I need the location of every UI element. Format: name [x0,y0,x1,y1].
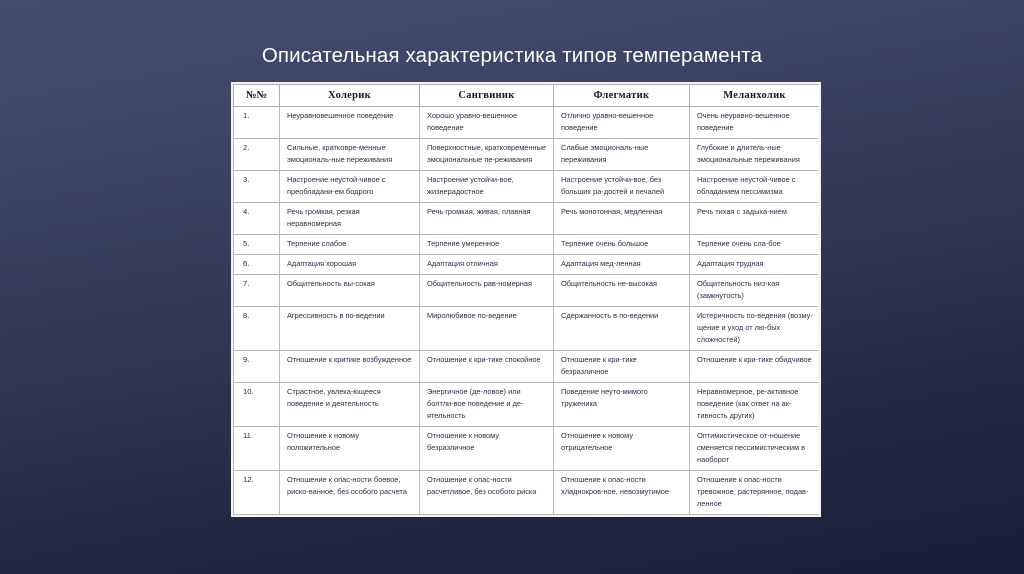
column-header-sangvinik: Сангвиник [420,85,554,107]
table-header [234,85,820,107]
row-number: 12. [234,471,280,515]
table-row [234,471,820,515]
cell-sangvinik: Речь громкая, живая, плавная [420,202,554,234]
cell-melanholik: Отношение к опас-ности тревожное, растерянное, подав-ленное [690,471,820,515]
cell-cholerik: Адаптация хорошая [280,255,420,275]
column-header-cholerik: Холерик [280,85,420,107]
table-row [234,275,820,307]
cell-flegmatik: Общительность не-высокая [554,275,690,307]
cell-flegmatik: Сдержанность в по-ведении [554,307,690,351]
cell-cholerik: Отношение к опас-ности боевое, риско-ванное, без особого расчета [280,471,420,515]
cell-cholerik: Агрессивность в по-ведении [280,307,420,351]
row-number: 1. [234,107,280,139]
table-row [234,307,820,351]
cell-flegmatik: Слабые эмоциональ-ные переживания [554,138,690,170]
cell-cholerik: Неуравновешенное поведение [280,107,420,139]
cell-melanholik: Адаптация трудная [690,255,820,275]
table-row [234,138,820,170]
cell-melanholik: Истеричность по-ведения (возму-щение и уход от лю-бых сложностей) [690,307,820,351]
cell-melanholik: Отношение к кри-тике обидчивое [690,351,820,383]
column-header-melanholik: Меланхолик [690,85,820,107]
cell-sangvinik: Энергичное (де-ловое) или болтли-вое поведение и де-ятельность [420,383,554,427]
column-header-flegmatik: Флегматик [554,85,690,107]
cell-cholerik: Общительность вы-сокая [280,275,420,307]
cell-sangvinik: Терпение умеренное [420,234,554,254]
cell-cholerik: Страстное, увлека-ющееся поведение и деятельность [280,383,420,427]
cell-flegmatik: Отношение к новому отрицательное [554,427,690,471]
cell-sangvinik: Отношение к опас-ности расчетливое, без особого риска [420,471,554,515]
cell-flegmatik: Терпение очень большое [554,234,690,254]
cell-sangvinik: Настроение устойчи-вое, жизнерадостное [420,170,554,202]
cell-melanholik: Очень неуравно-вешенное поведение [690,107,820,139]
table-row [234,107,820,139]
cell-melanholik: Терпение очень сла-бое [690,234,820,254]
cell-melanholik: Глубокие и длитель-ные эмоциональные переживания [690,138,820,170]
row-number: 3. [234,170,280,202]
cell-cholerik: Отношение к новому положительное [280,427,420,471]
table-row [234,255,820,275]
table-header-row [234,85,820,107]
cell-sangvinik: Отношение к кри-тике спокойное [420,351,554,383]
table-row [234,351,820,383]
temperament-table [233,84,820,515]
table-body [234,107,820,515]
cell-sangvinik: Отношение к новому безразличное [420,427,554,471]
cell-flegmatik: Адаптация мед-ленная [554,255,690,275]
row-number: 4. [234,202,280,234]
cell-sangvinik: Поверхностные, кратковременные эмоциональные пе-реживания [420,138,554,170]
row-number: 8. [234,307,280,351]
cell-cholerik: Настроение неустой-чивое с преобладани-ем бодрого [280,170,420,202]
cell-melanholik: Оптимистическое от-ношение сменяется пессимистическим в наоборот [690,427,820,471]
cell-cholerik: Отношение к критике возбужденное [280,351,420,383]
row-number: 9. [234,351,280,383]
page-title: Описательная характеристика типов темперамента [261,44,763,67]
row-number: 10. [234,383,280,427]
cell-melanholik: Общительность низ-кая (замкнутость) [690,275,820,307]
row-number: 5. [234,234,280,254]
cell-cholerik: Сильные, кратковре-менные эмоциональ-ные переживания [280,138,420,170]
cell-flegmatik: Отношение к кри-тике безразличное [554,351,690,383]
cell-flegmatik: Поведение неуто-мимого труженика [554,383,690,427]
cell-melanholik: Настроение неустой-чивое с обладанием пессимизма [690,170,820,202]
cell-melanholik: Неравномерное, ре-активное поведение (как ответ на ак-тивность других) [690,383,820,427]
cell-flegmatik: Речь монотонная, медленная [554,202,690,234]
cell-cholerik: Терпение слабое [280,234,420,254]
row-number: 2. [234,138,280,170]
table-row [234,383,820,427]
row-number: 6. [234,255,280,275]
cell-cholerik: Речь громкая, резкая неравномерная [280,202,420,234]
table-row [234,170,820,202]
cell-sangvinik: Миролюбивое по-ведение [420,307,554,351]
table-row [234,234,820,254]
cell-melanholik: Речь тихая с задыха-нием [690,202,820,234]
cell-flegmatik: Отлично уравно-вешенное поведение [554,107,690,139]
cell-sangvinik: Общительность рав-номерная [420,275,554,307]
cell-sangvinik: Адаптация отличная [420,255,554,275]
column-header-number: №№ [234,85,280,107]
row-number: 7. [234,275,280,307]
temperament-table-frame [231,82,821,517]
cell-sangvinik: Хорошо уравно-вешенное поведение [420,107,554,139]
cell-flegmatik: Отношение к опас-ности хладнокров-ное, невозмутимое [554,471,690,515]
table-row [234,427,820,471]
row-number: 11. [234,427,280,471]
cell-flegmatik: Настроение устойчи-вое, без больших ра-достей и печалей [554,170,690,202]
table-row [234,202,820,234]
